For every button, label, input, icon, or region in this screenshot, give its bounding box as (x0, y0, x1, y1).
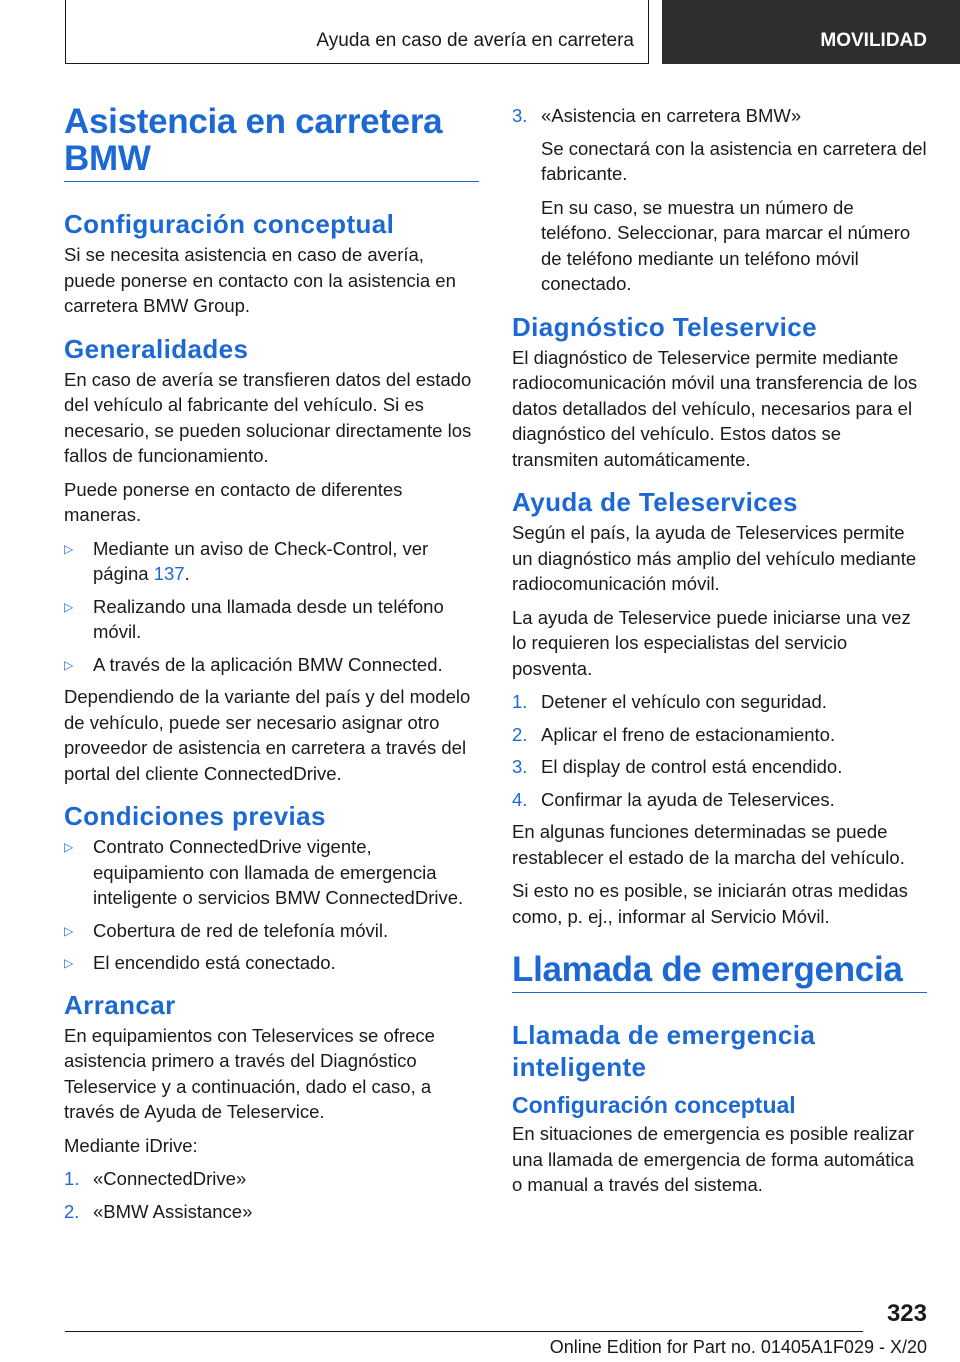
step-number: 4. (512, 788, 528, 810)
list-item: ▷ El encendido está conectado. (64, 950, 479, 976)
idrive-text: Mediante iDrive: (64, 1134, 198, 1156)
step-number: 3. (512, 105, 528, 126)
help-paragraph-4: Si esto no es posible, se iniciarán otras medidas como, p. ej., informar al Servicio Móvil. (512, 880, 908, 927)
list-item: 3. «Asistencia en carretera BMW» (512, 103, 927, 129)
start-text: En equipamientos con Teleservices se ofrece asistencia primero a través del Diagnóstico Teleservice y a continuación, dado el caso, a través de Ayuda de Teleservice. (64, 1024, 435, 1122)
triangle-bullet-icon: ▷ (64, 923, 74, 938)
list-item: ▷ A través de la aplicación BMW Connected. (64, 652, 479, 678)
heading-start: Arrancar (64, 989, 176, 1020)
step-number: 1. (512, 691, 528, 712)
list-item: ▷ Contrato ConnectedDrive vigente, equipamiento con llamada de emergencia inteligente o servicios BMW ConnectedDrive. (64, 836, 464, 908)
heading-smart-emergency-call: Llamada de emergencia inteligente (512, 1020, 816, 1082)
list-item: 2. «BMW Assistance» (64, 1199, 479, 1225)
diagnosis-text: El diagnóstico de Teleservice permite mediante radiocomunicación móvil una transferencia de los datos detallados del vehículo, necesarios para el diagnóstico del vehículo. Estos datos se transmiten automáticamente. (512, 346, 918, 470)
edition-text: Online Edition for Part no. 01405A1F029 - X/20 (549, 1337, 927, 1357)
triangle-bullet-icon: ▷ (64, 956, 74, 970)
step-number: 3. (512, 756, 528, 777)
concept-text: Si se necesita asistencia en caso de avería, puede ponerse en contacto con la asistencia en carretera BMW Group. (64, 244, 456, 316)
page-link[interactable]: 137 (153, 563, 185, 584)
step-number: 2. (512, 723, 528, 745)
heading-concept-2: Configuración conceptual (512, 1092, 796, 1118)
general-paragraph-3: Dependiendo de la variante del país y del modelo de vehículo, puede ser necesario asignar otro proveedor de asistencia en carretera a través del portal del cliente ConnectedDrive. (64, 686, 471, 784)
step-number: 1. (64, 1168, 80, 1189)
list-item: 1. Detener el vehículo con seguridad. (512, 689, 927, 715)
triangle-bullet-icon: ▷ (64, 599, 74, 614)
heading-emergency-call: Llamada de emergencia (512, 951, 927, 993)
help-paragraph-3: En algunas funciones determinadas se puede restablecer el estado de la marcha del vehículo. (512, 821, 905, 868)
chapter-tab[interactable] (662, 0, 960, 64)
section-title: Ayuda en caso de avería en carretera (316, 30, 634, 51)
help-paragraph-2: La ayuda de Teleservice puede iniciarse una vez lo requieren los especialistas del servicio posventa. (512, 606, 911, 679)
heading-concept: Configuración conceptual (64, 209, 395, 239)
help-paragraph-1: Según el país, la ayuda de Teleservices permite un diagnóstico más amplio del vehículo mediante radiocomunicación móvil. (512, 522, 917, 594)
heading-prerequisites: Condiciones previas (64, 801, 326, 831)
list-item: ▷ Cobertura de red de telefonía móvil. (64, 918, 479, 944)
triangle-bullet-icon: ▷ (64, 840, 74, 854)
triangle-bullet-icon: ▷ (64, 541, 74, 556)
left-column (64, 103, 479, 1231)
list-item: 3. El display de control está encendido. (512, 754, 927, 780)
step-number: 2. (64, 1200, 80, 1222)
chapter-tab-label: MOVILIDAD (820, 30, 927, 51)
concept-text-2: En situaciones de emergencia es posible realizar una llamada de emergencia de forma automática o manual a través del sistema. (512, 1123, 915, 1195)
heading-roadside-assistance: Asistencia en carretera BMW (64, 103, 479, 182)
list-item: 4. Confirmar la ayuda de Teleservices. (512, 787, 927, 813)
heading-teleservice-diagnosis: Diagnóstico Teleservice (512, 311, 817, 342)
triangle-bullet-icon: ▷ (64, 657, 74, 672)
heading-teleservice-help: Ayuda de Teleservices (512, 487, 798, 517)
list-item: ▷ Mediante un aviso de Check-Control, ver página 137. (64, 537, 429, 584)
step3-subtext-1: Se conectará con la asistencia en carretera del fabricante. (541, 137, 927, 184)
step3-subtext-2: En su caso, se muestra un número de teléfono. Seleccionar, para marcar el número de teléfono mediante un teléfono móvil conectado. (541, 196, 911, 294)
footer-divider (65, 1331, 863, 1332)
heading-general: Generalidades (64, 333, 249, 364)
right-column (512, 103, 927, 1206)
list-item: 1. «ConnectedDrive» (64, 1166, 479, 1192)
list-item: 2. Aplicar el freno de estacionamiento. (512, 722, 927, 748)
page-number: 323 (886, 1300, 927, 1327)
list-item: ▷ Realizando una llamada desde un teléfono móvil. (64, 595, 444, 642)
header-box (65, 0, 649, 64)
general-paragraph-1: En caso de avería se transfieren datos del estado del vehículo al fabricante del vehículo. Si es necesario, se pueden solucionar directamente los fallos de funcionamiento. (64, 368, 472, 466)
general-paragraph-2: Puede ponerse en contacto de diferentes maneras. (64, 478, 403, 525)
